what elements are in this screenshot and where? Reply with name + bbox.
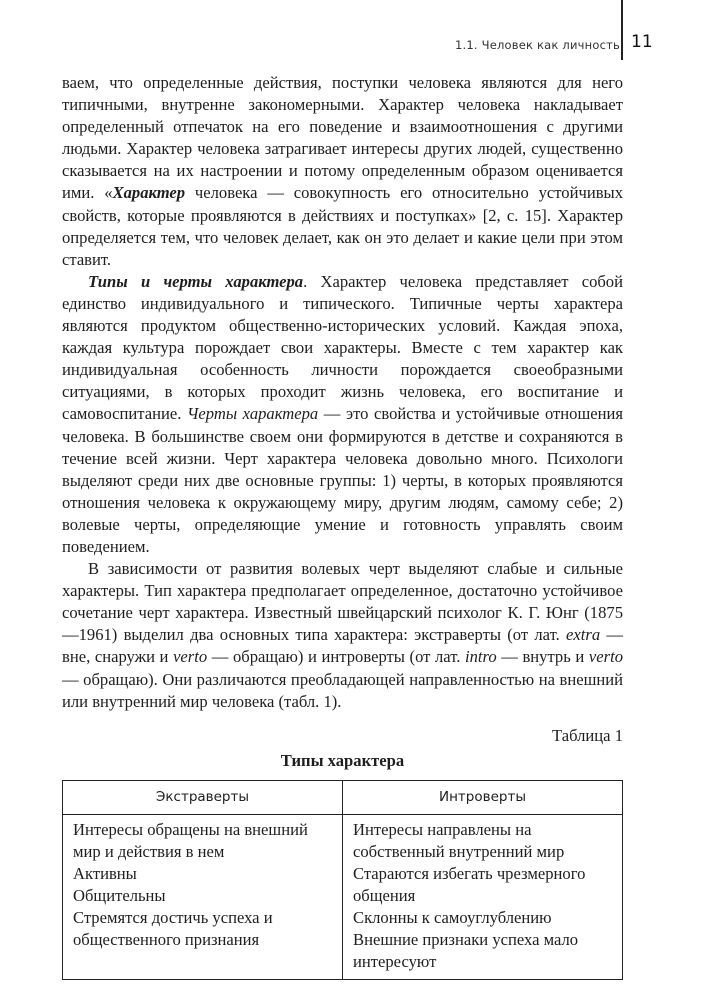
header-divider bbox=[621, 0, 623, 60]
term-character: Характер bbox=[112, 183, 186, 203]
table-title: Типы характера bbox=[280, 750, 405, 770]
paragraph-3-text-a: В зависимости от развития волевых черт выделяют слабые и сильные характеры. Тип характера предполагает определенное, достаточно устойчивое сочетание черт характера. Известный швейцарский психолог К. Г. Юнг (1875—1961) выделил два основных типа характера: экстраверты (от лат. bbox=[62, 559, 623, 645]
list-item: Интересы обращены на внешний мир и действия в нем bbox=[73, 819, 308, 861]
paragraph-2 bbox=[62, 271, 623, 558]
paragraph-3-text-d: — внутрь и bbox=[496, 647, 589, 667]
column-header-extroverts: Экстраверты bbox=[63, 780, 343, 814]
main-text bbox=[62, 72, 623, 980]
list-item: Стараются избегать чрезмерного общения bbox=[353, 863, 586, 905]
introverts-cell bbox=[343, 814, 623, 979]
paragraph-2-text-a: . Характер человека представляет собой единство индивидуального и типического. Типичные черты характера являются продуктом общественно-исторических условий. Каждая эпоха, каждая культура порождает свои характеры. Вместе с тем характер как индивидуальная особенность личности порождается своеобразными ситуациями, в которых проходит жизнь человека, его воспитание и самовоспитание. bbox=[62, 271, 623, 424]
extroverts-cell bbox=[63, 814, 343, 979]
paragraph-2-text-b: — это свойства и устойчивые отношения человека. В большинстве своем они формируются в детстве и сохраняются в течение всей жизни. Черт характера человека довольно много. Психологи выделяют среди них две основные группы: 1) черты, в которых проявляются отношения человека к окружающему миру, другим людям, самому себе; 2) волевые черты, определяющие умение и готовность управлять своим поведением. bbox=[62, 404, 624, 556]
table-row bbox=[63, 814, 623, 979]
page-number: 11 bbox=[631, 32, 653, 52]
latin-extra: extra bbox=[566, 625, 601, 645]
latin-verto: verto bbox=[173, 647, 208, 667]
table-label: Таблица 1 bbox=[552, 725, 623, 745]
list-item: Активны bbox=[73, 863, 137, 883]
paragraph-1 bbox=[62, 72, 623, 271]
character-types-table bbox=[62, 780, 623, 980]
latin-verto-2: verto bbox=[588, 647, 624, 667]
list-item: Общительны bbox=[73, 885, 166, 905]
section-heading: Типы и черты характера bbox=[88, 271, 304, 291]
paragraph-3-text-c: — обращаю) и интроверты (от лат. bbox=[207, 647, 465, 667]
column-header-introverts: Интроверты bbox=[343, 780, 623, 814]
list-item: Склонны к самоуглублению bbox=[353, 907, 552, 927]
paragraph-1-text-a: ваем, что определенные действия, поступки человека являются для него типичными, внутренне закономерными. Характер человека накладывает определенный отпечаток на его поведение и взаимоотношения с другими людьми. Характер человека затрагивает интересы других людей, существенно сказывается на их настроении и потому определенным образом оценивается ими. « bbox=[62, 73, 623, 203]
running-head: 1.1. Человек как личность bbox=[455, 38, 620, 52]
paragraph-3 bbox=[62, 558, 623, 713]
list-item: Внешние признаки успеха мало интересуют bbox=[353, 929, 579, 971]
latin-intro: intro bbox=[465, 647, 497, 667]
term-traits: Черты характера bbox=[186, 404, 319, 424]
paragraph-1-text-b: человека — совокупность его относительно устойчивых свойств, которые проявляются в действиях и поступках» [2, с. 15]. Характер определяется тем, что человек делает, как он это делает и какие цели при этом ставит. bbox=[62, 183, 623, 269]
list-item: Интересы направлены на собственный внутренний мир bbox=[353, 819, 565, 861]
list-item: Стремятся достичь успеха и общественного признания bbox=[73, 907, 273, 949]
paragraph-3-text-b: — вне, снаружи и bbox=[62, 625, 623, 667]
table-header-row bbox=[63, 780, 623, 814]
paragraph-3-text-e: — обращаю). Они различаются преобладающей направленностью на внешний или внутренний мир человека (табл. 1). bbox=[62, 669, 623, 711]
